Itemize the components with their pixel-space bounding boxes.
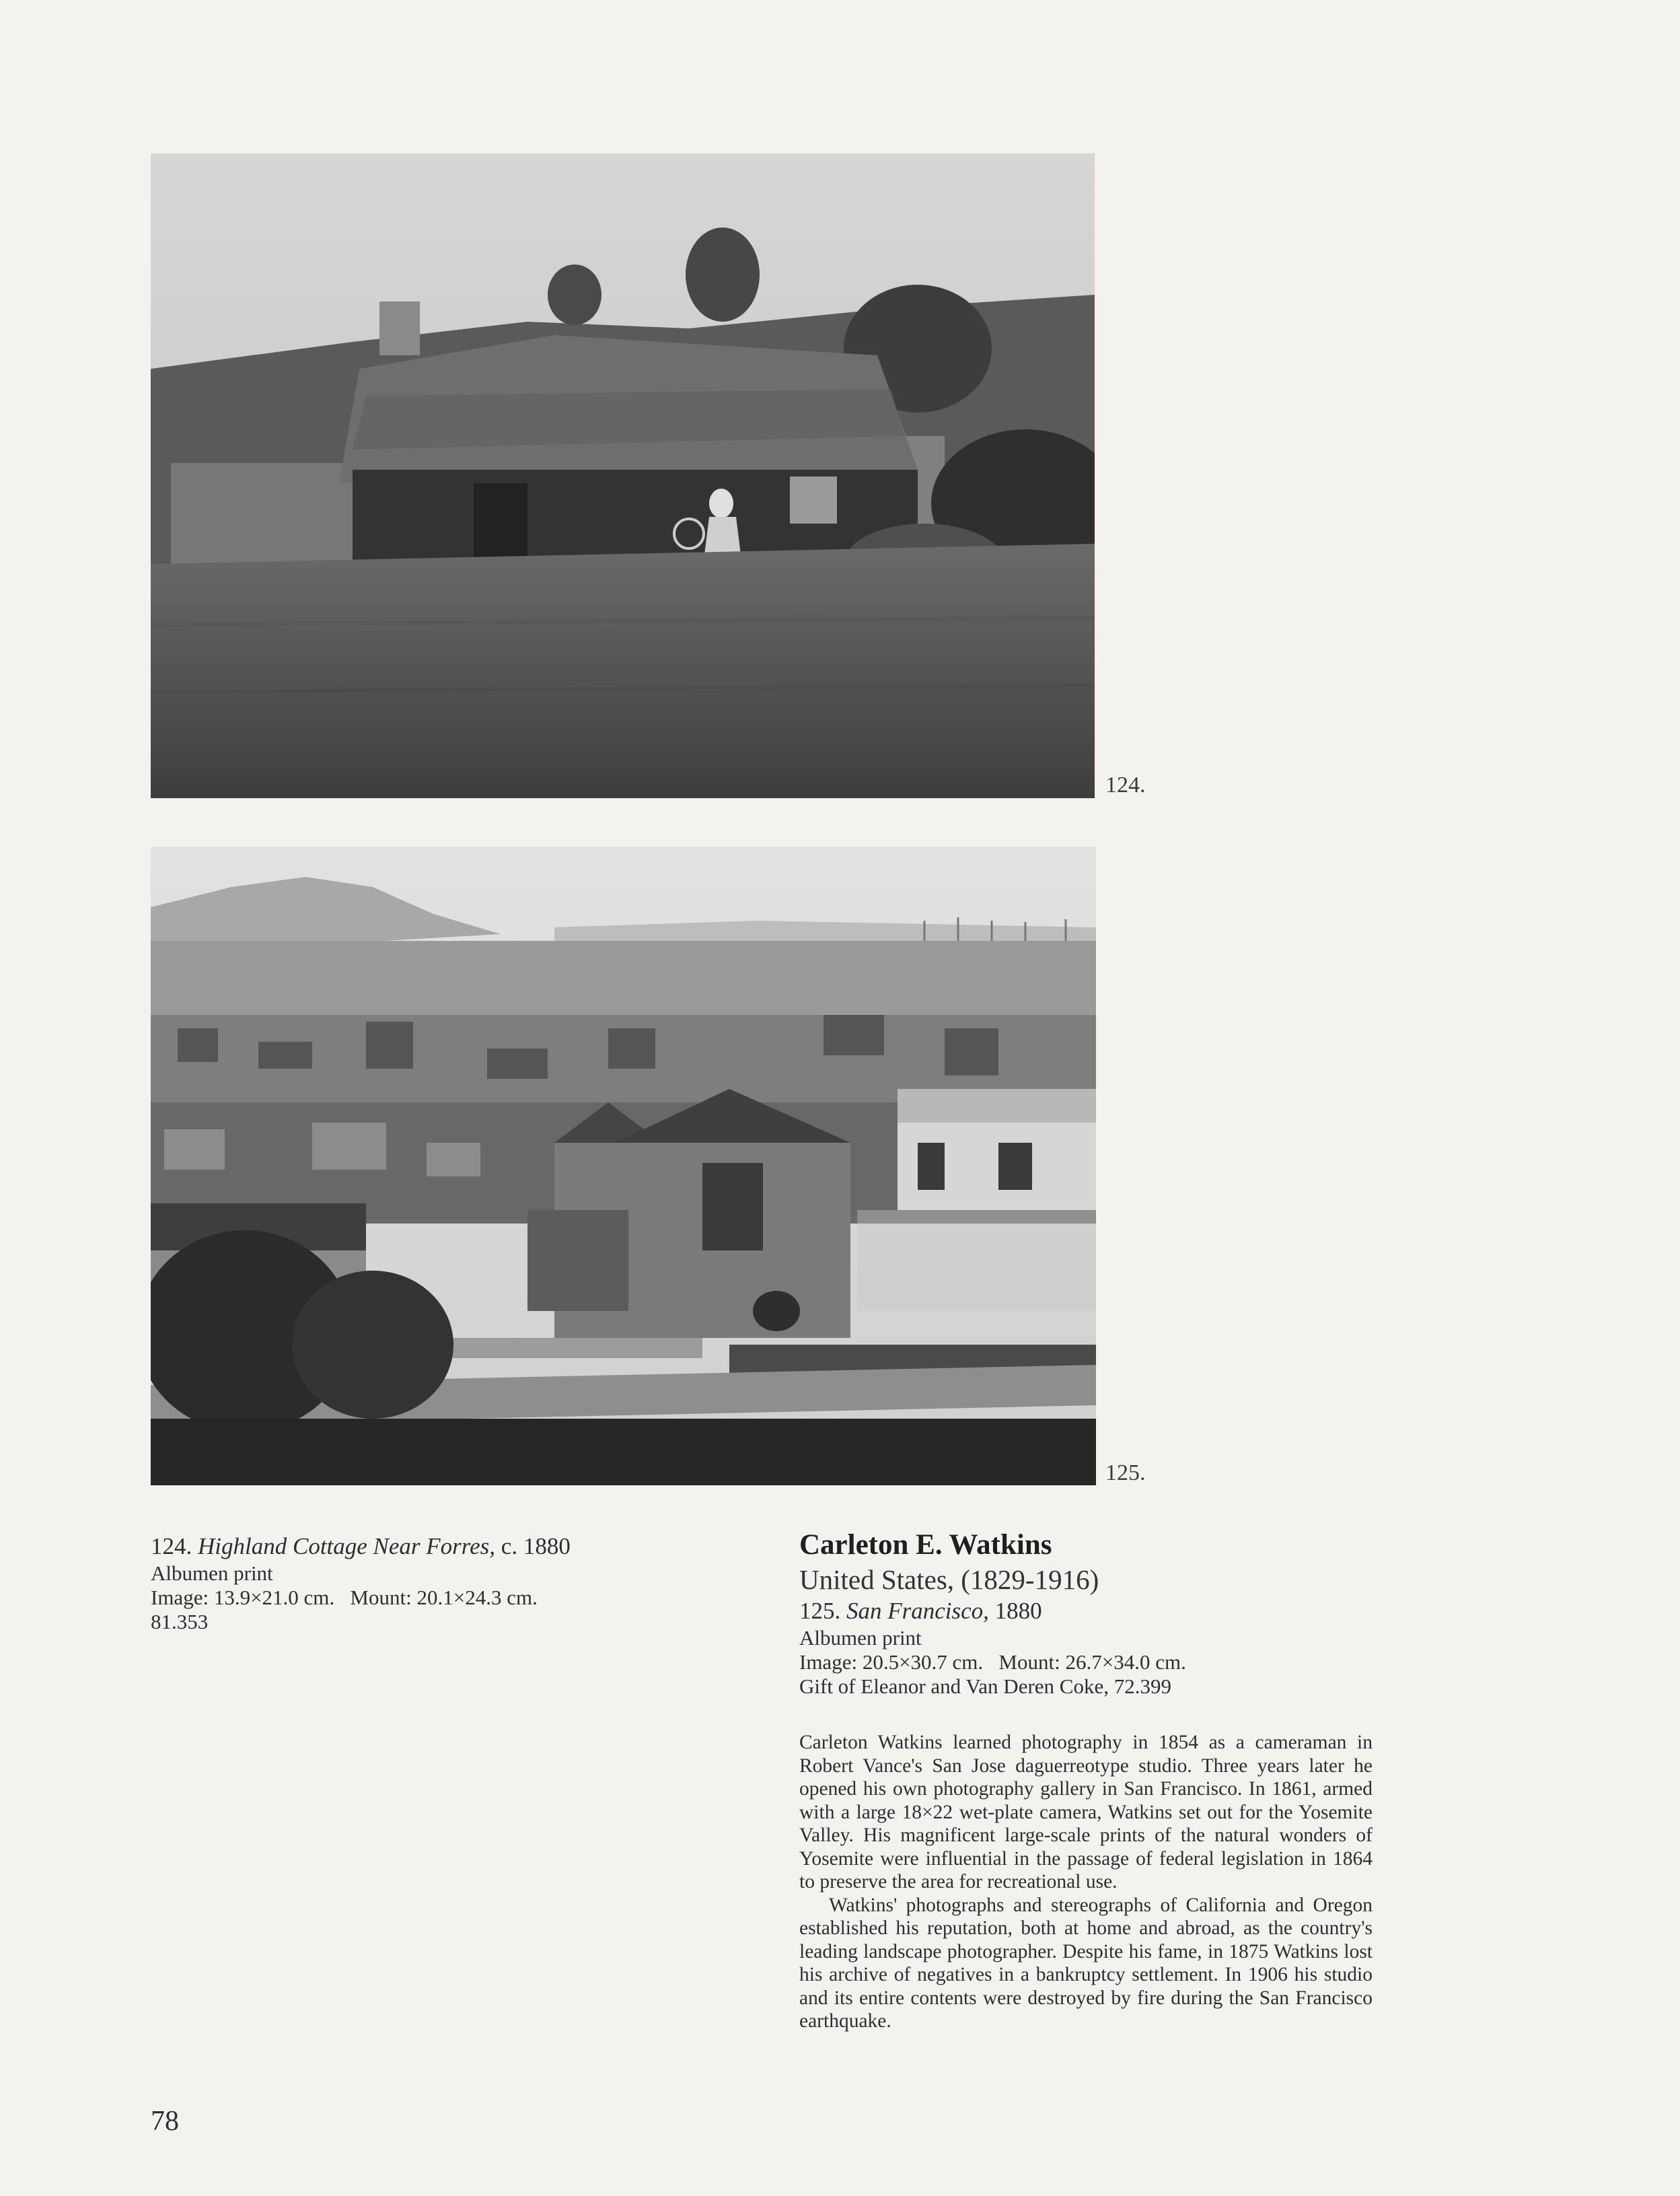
caption-124-dimensions: Image: 13.9×21.0 cm. Mount: 20.1×24.3 cm. [151,1586,538,1609]
caption-124-number: 124. [151,1533,192,1559]
caption-124-title: Highland Cottage Near Forres, [198,1533,496,1559]
caption-125-title-line [799,1596,1186,1626]
figure-number-124: 124. [1105,773,1146,798]
bio-paragraph-2: Watkins' photographs and stereographs of California and Oregon established his reputation, both at home and abroad, as the country's leading landscape photographer. Despite his fame, in 1875 Watkins lost his archive of negatives in a bankruptcy settlement. In 1906 his studio and its entire contents were destroyed by fire during the San Francisco earthquake. [799,1894,1373,2032]
artist-name: Carleton E. Watkins [799,1529,1052,1561]
photo-highland-cottage [151,153,1095,798]
artist-biography [799,1731,1373,2033]
bio-paragraph-1: Carleton Watkins learned photography in 1854 as a cameraman in Robert Vance's San Jose daguerreotype studio. Three years later he opened his own photography gallery in San Francisco. In 1861, armed with a large 18×22 wet-plate camera, Watkins set out for the Yosemite Valley. His magnificent large-scale prints of the natural wonders of Yosemite were influential in the passage of federal legislation in 1864 to preserve the area for recreational use. [799,1732,1373,1892]
caption-125-dimensions: Image: 20.5×30.7 cm. Mount: 26.7×34.0 cm. [799,1650,1186,1674]
caption-124-accession: 81.353 [151,1610,209,1633]
caption-125-credit: Gift of Eleanor and Van Deren Coke, 72.399 [799,1674,1171,1698]
caption-124 [151,1532,571,1634]
figure-number-125: 125. [1105,1460,1146,1485]
caption-125-number: 125. [799,1598,841,1624]
caption-125 [799,1528,1186,1699]
photo-san-francisco [151,847,1096,1485]
caption-124-title-line [151,1532,571,1561]
page-number: 78 [151,2106,179,2137]
caption-125-date: 1880 [994,1598,1042,1624]
caption-125-title: San Francisco, [846,1598,989,1624]
caption-124-date: c. 1880 [501,1533,571,1559]
caption-125-medium: Albumen print [799,1626,922,1650]
caption-124-medium: Albumen print [151,1561,273,1585]
artist-nationality: United States, (1829-1916) [799,1564,1099,1595]
